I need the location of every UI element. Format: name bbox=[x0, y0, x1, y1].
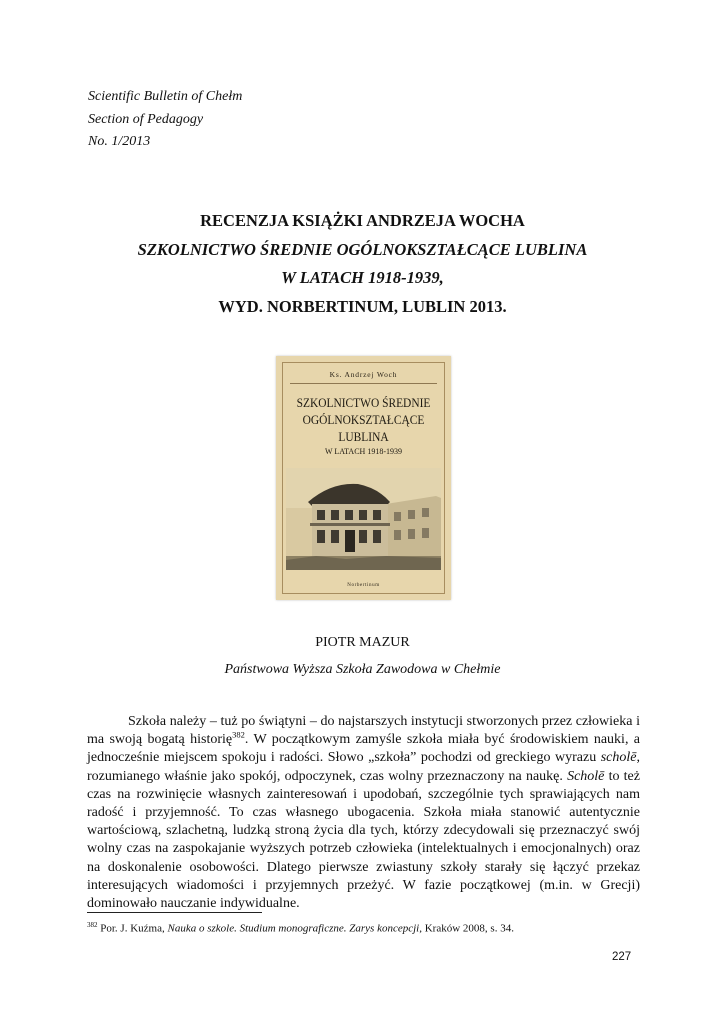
cover-title-line-3: LUBLINA bbox=[338, 429, 389, 444]
journal-name: Scientific Bulletin of Chełm bbox=[88, 89, 243, 104]
footnote bbox=[87, 921, 514, 935]
school-building-photo bbox=[286, 468, 441, 570]
greek-term-2: Scholē bbox=[567, 768, 605, 784]
cover-title bbox=[287, 394, 441, 445]
article-body bbox=[87, 713, 640, 913]
body-text-4: to też czas na rozwinięcie własnych zainteresowań i upodobań, szczególnie tych sprawiających nam radość i przyjemność. To czas własnego ubogacenia. Szkoła miała stanowić autentycznie wartościową, szlachetną, ludzką stroną życia dla tych, którzy zdecydowali się przeznaczyć swój wolny czas na zaspokajanie wyższych potrzeb człowieka (intelektualnych i emocjonalnych) oraz na doskonalenie osobowości. Dlatego pierwsze zwiastuny szkoły starały się łączyć przekaz interesujących wiadomości i przyjemnych przeżyć. W fazie początkowej (m.in. w Grecji) dominowało nauczanie indywidualne. bbox=[87, 768, 640, 912]
author-affiliation: Państwowa Wyższa Szkoła Zawodowa w Chełmie bbox=[224, 662, 501, 677]
body-text-1: Szkoła należy – tuż po świątyni – do najstarszych instytucji stworzonych przez człowieka i ma swoją bogatą historię bbox=[87, 714, 640, 748]
footnote-book-title: Nauka o szkole. Studium monograficzne. Zarys koncepcji bbox=[167, 922, 420, 935]
greek-term-1: scholē bbox=[600, 750, 637, 766]
title-line-1: RECENZJA KSIĄŻKI ANDRZEJA WOCHA bbox=[200, 211, 525, 230]
body-paragraph bbox=[87, 713, 640, 913]
article-author: PIOTR MAZUR bbox=[315, 635, 410, 650]
cover-title-line-2: OGÓLNOKSZTAŁCĄCE bbox=[302, 412, 425, 427]
body-text-2: . W początkowym zamyśle szkoła miała być środowiskiem nauki, a jednocześnie miejscem spokoju i radości. Słowo „szkoła” pochodzi od greckiego wyrazu bbox=[87, 732, 640, 766]
title-line-4: WYD. NORBERTINUM, LUBLIN 2013. bbox=[218, 296, 507, 316]
journal-header bbox=[88, 86, 242, 154]
cover-author: Ks. Andrzej Woch bbox=[329, 370, 398, 379]
cover-rule bbox=[290, 383, 437, 384]
title-line-3: W LATACH 1918-1939, bbox=[281, 268, 444, 287]
journal-section: Section of Pedagogy bbox=[88, 111, 204, 127]
cover-publisher: Norbertinum bbox=[347, 583, 380, 588]
footnote-reference: 382 bbox=[232, 729, 245, 740]
page-number: 227 bbox=[612, 951, 632, 963]
article-title bbox=[60, 207, 665, 321]
cover-years: W LATACH 1918-1939 bbox=[325, 447, 402, 456]
footnote-text-1: Por. J. Kuźma, bbox=[97, 922, 168, 935]
cover-title-line-1: SZKOLNICTWO ŚREDNIE bbox=[296, 395, 431, 410]
footnote-separator bbox=[87, 912, 262, 913]
journal-issue: No. 1/2013 bbox=[88, 134, 151, 149]
footnote-text-2: , Kraków 2008, s. 34. bbox=[419, 922, 514, 935]
title-line-2: SZKOLNICTWO ŚREDNIE OGÓLNOKSZTAŁCĄCE LUBLINA bbox=[137, 239, 588, 259]
book-cover-image bbox=[276, 356, 451, 600]
footnote-number: 382 bbox=[87, 921, 98, 929]
body-text-3: , rozumianego właśnie jako spokój, odpoczynek, czas wolny przeznaczony na naukę. bbox=[87, 750, 640, 784]
